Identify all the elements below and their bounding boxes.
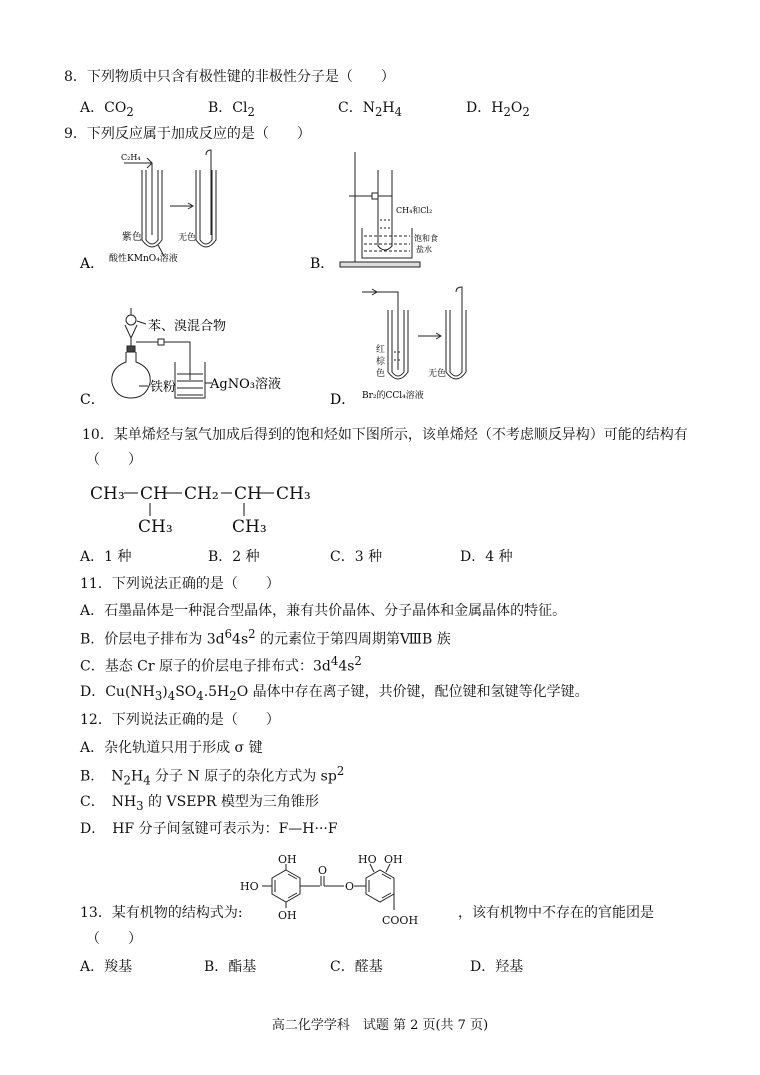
q9-a-colorless-label: 无色 xyxy=(178,233,197,243)
q9-d-reagent-label: Br₂的CCl₄溶液 xyxy=(362,391,424,401)
q8-option-c: C．$N_2H_4$ xyxy=(338,100,403,119)
q9-a-gas-label: C₂H₄ xyxy=(121,153,141,162)
q11-option-c: C．基态 Cr 原子的价层电子排布式：$3d^44s^2$ xyxy=(80,654,362,675)
q9-a-reagent-label: 酸性KMnO₄溶液 xyxy=(109,254,178,264)
q13-carbonyl-o: O xyxy=(318,864,328,877)
q8-option-d: D．$H_2O_2$ xyxy=(466,100,530,119)
q9-b-gas-label: CH₄和Cl₂ xyxy=(396,206,433,215)
q10-option-d: D．4 种 xyxy=(460,549,513,565)
q12-option-d: D． HF 分子间氢键可表示为：F—H···F xyxy=(80,821,338,837)
q10-paren: （ ） xyxy=(86,452,142,468)
q13-option-b: B．酯基 xyxy=(204,959,257,975)
q13-oh-bottom-left: OH xyxy=(278,909,297,922)
q13-structure xyxy=(228,852,448,934)
q11-option-d: D．$Cu(NH_3)_4SO_4.5H_2O$ 晶体中存在离子键，共价键，配位键和氢键等化学键。 xyxy=(80,684,589,703)
q10-structure xyxy=(86,478,326,540)
q12-option-a: A．杂化轨道只用于形成 σ 键 xyxy=(80,740,263,756)
q13-stem: 13．某有机物的结构式为: xyxy=(80,905,243,921)
q9-figures xyxy=(0,140,760,420)
q10-chain-4: CH xyxy=(234,484,262,504)
q12-option-b: B． $N_2H_4$ 分子 N 原子的杂化方式为 $sp^2$ xyxy=(80,764,345,788)
q13-ho-top-right: HO xyxy=(358,853,377,866)
q10-chain-3: CH₂ xyxy=(184,484,219,504)
q11-option-b: B．价层电子排布为 $3d^64s^2$ 的元素位于第四周期第ⅧB 族 xyxy=(80,627,451,648)
q10-option-a: A．1 种 xyxy=(80,549,132,565)
q11-option-a: A．石墨晶体是一种混合型晶体，兼有共价晶体、分子晶体和金属晶体的特征。 xyxy=(80,603,567,619)
q9-c-iron-label: 铁粉 xyxy=(150,380,177,395)
q9-d-color-2: 棕 xyxy=(376,357,386,367)
q13-oh-top-right: OH xyxy=(384,853,403,866)
q9-d-color-1: 红 xyxy=(376,345,386,355)
q13-paren: （ ） xyxy=(86,931,142,947)
q13-ho-left: HO xyxy=(240,880,259,893)
q12-option-c: C． $NH_3$ 的 VSEPR 模型为三角锥形 xyxy=(80,794,319,813)
q9-b-salt-label-2: 盐水 xyxy=(416,245,432,254)
q10-stem: 10．某单烯烃与氢气加成后得到的饱和烃如下图所示，该单烯烃（不考虑顺反异构）可能的结构有 xyxy=(82,427,688,443)
q13-oh-top-left: OH xyxy=(278,853,297,866)
q9-c-mix-label: 苯、溴混合物 xyxy=(148,319,227,334)
q8-option-b: B．$Cl_2$ xyxy=(208,100,255,119)
q10-branch-2: CH₃ xyxy=(232,517,267,537)
q13-option-a: A．羧基 xyxy=(80,959,133,975)
q13-option-d: D．羟基 xyxy=(470,959,524,975)
q10-chain-1: CH₃ xyxy=(90,484,125,504)
q11-stem: 11．下列说法正确的是（ ） xyxy=(80,576,280,592)
q10-option-b: B．2 种 xyxy=(208,549,260,565)
page-footer: 高二化学学科 试题 第 2 页(共 7 页) xyxy=(271,1018,489,1033)
q10-branch-1: CH₃ xyxy=(138,517,173,537)
q9-d-colorless-label: 无色 xyxy=(428,369,447,379)
q10-option-c: C．3 种 xyxy=(330,549,383,565)
q9-label-a: A． xyxy=(80,256,105,272)
q10-chain-5: CH₃ xyxy=(276,484,311,504)
q8-stem: 8．下列物质中只含有极性键的非极性分子是（ ） xyxy=(64,69,395,85)
q9-label-d: D． xyxy=(330,392,356,408)
q13-stem-after: ，该有机物中不存在的官能团是 xyxy=(458,905,654,921)
q9-b-salt-label-1: 饱和食 xyxy=(414,234,438,243)
q9-d-color-3: 色 xyxy=(376,369,386,379)
q13-ester-o: O xyxy=(345,880,355,893)
q12-stem: 12．下列说法正确的是（ ） xyxy=(80,712,280,728)
q9-label-c: C． xyxy=(80,392,105,408)
q8-option-a: A．$CO_2$ xyxy=(80,100,134,119)
q9-c-agno3-label: AgNO₃溶液 xyxy=(210,377,281,392)
q13-option-c: C．醛基 xyxy=(330,959,383,975)
q10-chain-2: CH xyxy=(140,484,168,504)
q9-label-b: B． xyxy=(310,256,335,272)
q9-stem: 9．下列反应属于加成反应的是（ ） xyxy=(64,126,311,142)
q9-a-purple-label: 紫色 xyxy=(122,232,142,243)
q13-cooh: COOH xyxy=(382,914,419,927)
